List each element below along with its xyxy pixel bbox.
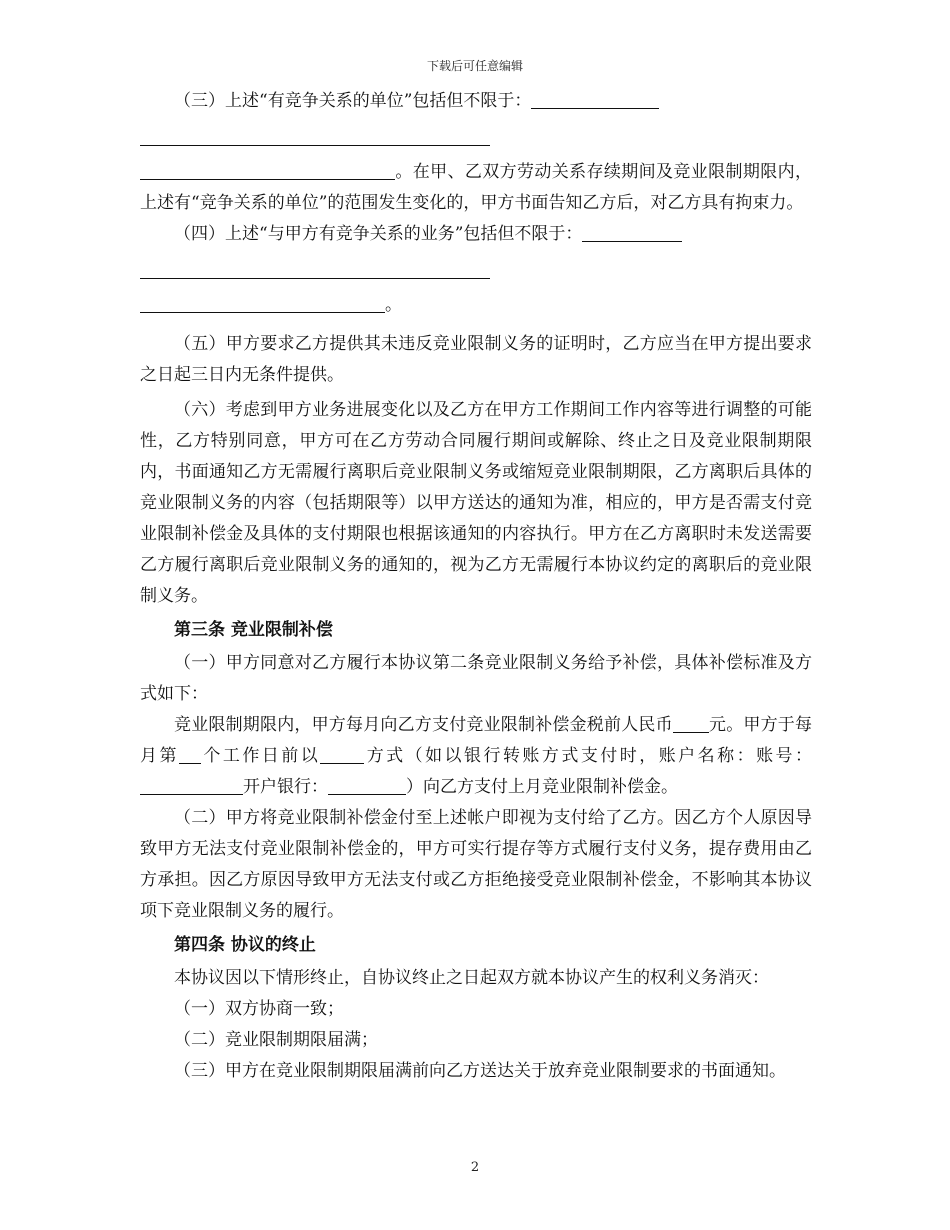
bank-blank: [328, 776, 406, 795]
blank-field: [531, 90, 659, 109]
blank-line: [140, 256, 490, 279]
payment-text: ）向乙方支付上月竞业限制补偿金。: [406, 777, 678, 797]
clause-3-1: （一）甲方同意对乙方履行本协议第二条竞业限制义务给予补偿，具体补偿标准及方式如下：: [140, 653, 812, 704]
clause-2-3-tail: 。在甲、乙双方劳动关系存续期间及竞业限制期限内，上述有“竞争关系的单位”的范围发生变化的，甲方书面告知乙方后，对乙方具有拘束力。: [140, 162, 812, 213]
clause-2-6: （六）考虑到甲方业务进展变化以及乙方在甲方工作期间工作内容等进行调整的可能性，乙方特别同意，甲方可在乙方劳动合同履行期间或解除、终止之日及竞业限制期限内，书面通知乙方无需履行离职后竞业限制义务或缩短竞业限制期限，乙方离职后具体的竞业限制义务的内容（包括期限等）以甲方送达的通知为准，相应的，甲方是否需支付竞业限制补偿金及具体的支付期限也根据该通知的内容执行。甲方在乙方离职时未发送需要乙方履行离职后竞业限制义务的通知的，视为乙方无需履行本协议约定的离职后的竞业限制义务。: [140, 400, 812, 606]
page-number: 2: [470, 1160, 480, 1175]
article-3-title: 第三条 竞业限制补偿: [174, 620, 333, 640]
payment-text: 开户银行：: [243, 777, 328, 797]
clause-4-1: （一）双方协商一致；: [174, 999, 344, 1019]
payment-text: 账号：: [756, 746, 812, 766]
clause-2-4: [140, 219, 812, 250]
amount-blank: [673, 714, 709, 733]
clause-2-4-lead: （四）上述“与甲方有竞争关系的业务”包括但不限于：: [174, 224, 583, 244]
account-number-blank: [140, 776, 243, 795]
blank-field: [582, 223, 682, 242]
method-blank: [320, 745, 364, 764]
blank-field: [140, 294, 385, 313]
day-blank: [179, 745, 201, 764]
document-body: [140, 86, 812, 1087]
clause-2-4-tail: 。: [385, 295, 402, 315]
clause-3-payment: [140, 710, 812, 803]
article-4-title: 第四条 协议的终止: [174, 935, 316, 955]
clause-2-4-continued: [140, 290, 812, 321]
clause-2-3-continued: [140, 157, 812, 219]
article-4-intro: 本协议因以下情形终止，自协议终止之日起双方就本协议产生的权利义务消灭：: [174, 968, 769, 988]
payment-text: 个工作日前以: [200, 746, 321, 766]
payment-text: 竞业限制期限内，甲方每月向乙方支付竞业限制补偿金税前人民币: [174, 715, 673, 735]
payment-text: 方式（如以银行转账方式支付时，账户名称：: [364, 746, 757, 766]
page-header: 下载后可任意编辑: [426, 59, 523, 73]
clause-4-3: （三）甲方在竞业限制期限届满前向乙方送达关于放弃竞业限制要求的书面通知。: [174, 1061, 786, 1081]
clause-2-3: [140, 86, 812, 117]
payment-text: 元。甲方于每月第: [140, 715, 813, 766]
blank-line: [140, 123, 490, 146]
clause-4-2: （二）竞业限制期限届满；: [174, 1030, 378, 1050]
blank-field: [140, 161, 395, 180]
clause-2-3-lead: （三）上述“有竞争关系的单位”包括但不限于：: [174, 91, 532, 111]
clause-2-5: （五）甲方要求乙方提供其未违反竞业限制义务的证明时，乙方应当在甲方提出要求之日起三日内无条件提供。: [140, 334, 812, 385]
clause-3-2: （二）甲方将竞业限制补偿金付至上述帐户即视为支付给了乙方。因乙方个人原因导致甲方无法支付竞业限制补偿金的，甲方可实行提存等方式履行支付义务，提存费用由乙方承担。因乙方原因导致甲方无法支付或乙方拒绝接受竞业限制补偿金，不影响其本协议项下竞业限制义务的履行。: [140, 808, 812, 921]
